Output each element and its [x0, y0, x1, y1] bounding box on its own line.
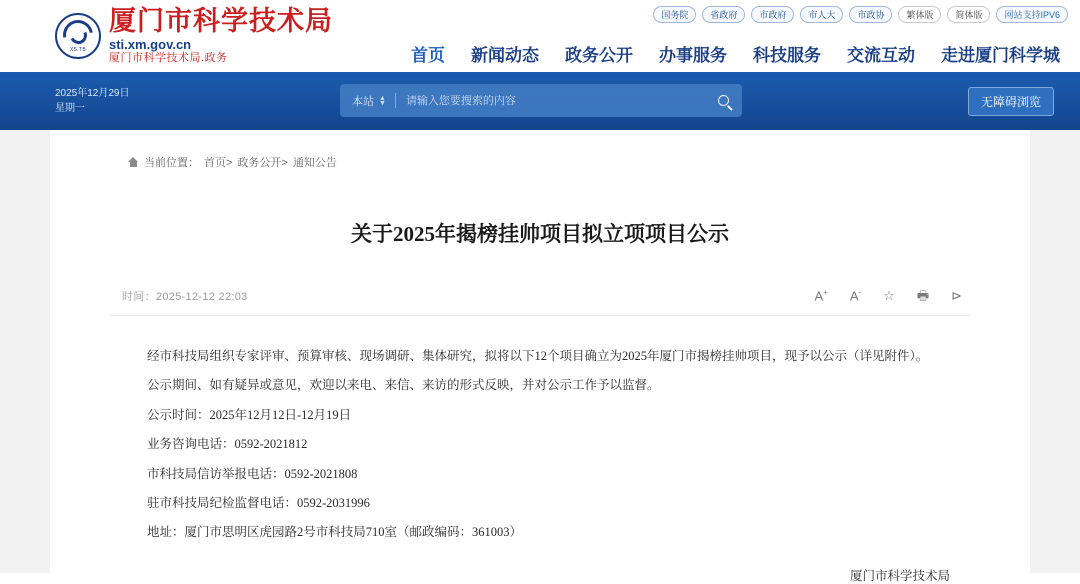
top-link-shirenda[interactable]: 市人大 — [800, 6, 843, 23]
article-paragraph: 公示时间：2025年12月12日-12月19日 — [147, 407, 352, 422]
agency-emblem-icon — [55, 13, 101, 59]
article-paragraph: 经市科技局组织专家评审、预算审核、现场调研、集体研究，拟将以下12个项目确立为2025年厦门市揭榜挂帅项目，现予以公示（详见附件）。 — [147, 349, 929, 363]
top-link-guowuyuan[interactable]: 国务院 — [653, 6, 696, 23]
search-submit-button[interactable] — [704, 84, 742, 117]
emblem-mark-text: XS.TB — [70, 47, 86, 53]
lang-traditional-link[interactable]: 繁体版 — [898, 6, 941, 23]
nav-item-services[interactable]: 办事服务 — [659, 46, 727, 65]
nav-item-interaction[interactable]: 交流互动 — [847, 46, 915, 65]
article-time-label: 时间： — [122, 291, 156, 303]
share-icon[interactable]: ⊳ — [951, 288, 962, 304]
nav-item-home[interactable]: 首页 — [411, 46, 445, 65]
article-paragraph: 驻市科技局纪检监督电话：0592-2031996 — [147, 495, 370, 510]
page-title: 关于2025年揭榜挂帅项目拟立项项目公示 — [351, 222, 729, 246]
top-link-shengzhengfu[interactable]: 省政府 — [702, 6, 745, 23]
breadcrumb-item-home[interactable]: 首页> — [204, 157, 233, 169]
search-input[interactable] — [396, 95, 704, 107]
print-icon[interactable]: 🖶 — [916, 288, 930, 304]
site-header — [0, 0, 1080, 72]
article-paragraph: 地址：厦门市思明区虎园路2号市科技局710室（邮政编码：361003） — [147, 525, 523, 540]
article-meta-row — [110, 288, 970, 316]
breadcrumb-item-government-affairs[interactable]: 政务公开> — [237, 157, 288, 169]
breadcrumb-item-notice[interactable]: 通知公告 — [292, 157, 337, 169]
nav-item-tech-services[interactable]: 科技服务 — [753, 46, 821, 65]
search-scope-selector[interactable] — [340, 93, 395, 109]
page-body — [0, 130, 1080, 583]
article-toolbar — [814, 289, 962, 302]
nav-item-science-city[interactable]: 走进厦门科学城 — [941, 46, 1060, 65]
chevron-updown-icon: ▲ ▼ — [379, 94, 386, 107]
breadcrumb — [110, 130, 970, 170]
nav-item-government-affairs[interactable]: 政务公开 — [565, 46, 633, 65]
article-paragraph: 市科技局信访举报电话：0592-2021808 — [147, 466, 358, 481]
search-scope-label: 本站 — [352, 95, 374, 108]
search-bar — [0, 72, 1080, 130]
ipv6-badge: 网站支持IPV6 — [996, 6, 1068, 23]
search-icon — [718, 95, 729, 106]
main-nav — [411, 41, 1060, 66]
lang-simplified-link[interactable]: 简体版 — [947, 6, 990, 23]
article-paragraph: 业务咨询电话：0592-2021812 — [147, 437, 308, 452]
current-weekday: 星期一 — [55, 103, 85, 114]
site-logo[interactable] — [55, 7, 333, 65]
article-timestamp — [122, 288, 248, 304]
top-quick-links — [653, 6, 1068, 23]
site-subtitle: 厦门市科学技术局.政务 — [109, 52, 228, 65]
accessibility-button[interactable]: 无障碍浏览 — [968, 87, 1054, 116]
breadcrumb-prefix: 当前位置： — [144, 157, 199, 169]
top-link-shizhengxie[interactable]: 市政协 — [849, 6, 892, 23]
home-icon — [128, 157, 139, 167]
article-signature: 厦门市科学技术局 — [849, 568, 950, 583]
article-card — [50, 130, 1030, 584]
site-url: sti.xm.gov.cn — [109, 36, 192, 52]
site-title: 厦门市科学技术局 — [109, 6, 333, 37]
nav-item-news[interactable]: 新闻动态 — [471, 46, 539, 65]
font-increase-icon[interactable]: A+ — [814, 288, 828, 304]
font-decrease-icon[interactable]: A- — [849, 288, 862, 304]
top-link-shizhengfu[interactable]: 市政府 — [751, 6, 794, 23]
article-time-value: 2025-12-12 22:03 — [155, 291, 248, 303]
current-date-block — [55, 86, 130, 116]
favorite-star-icon[interactable]: ☆ — [883, 288, 895, 304]
current-date: 2025年12月29日 — [55, 88, 130, 99]
search-box[interactable] — [340, 84, 742, 117]
article-paragraph: 公示期间、如有疑异或意见，欢迎以来电、来信、来访的形式反映，并对公示工作予以监督。 — [147, 378, 660, 393]
article-body — [110, 316, 970, 548]
